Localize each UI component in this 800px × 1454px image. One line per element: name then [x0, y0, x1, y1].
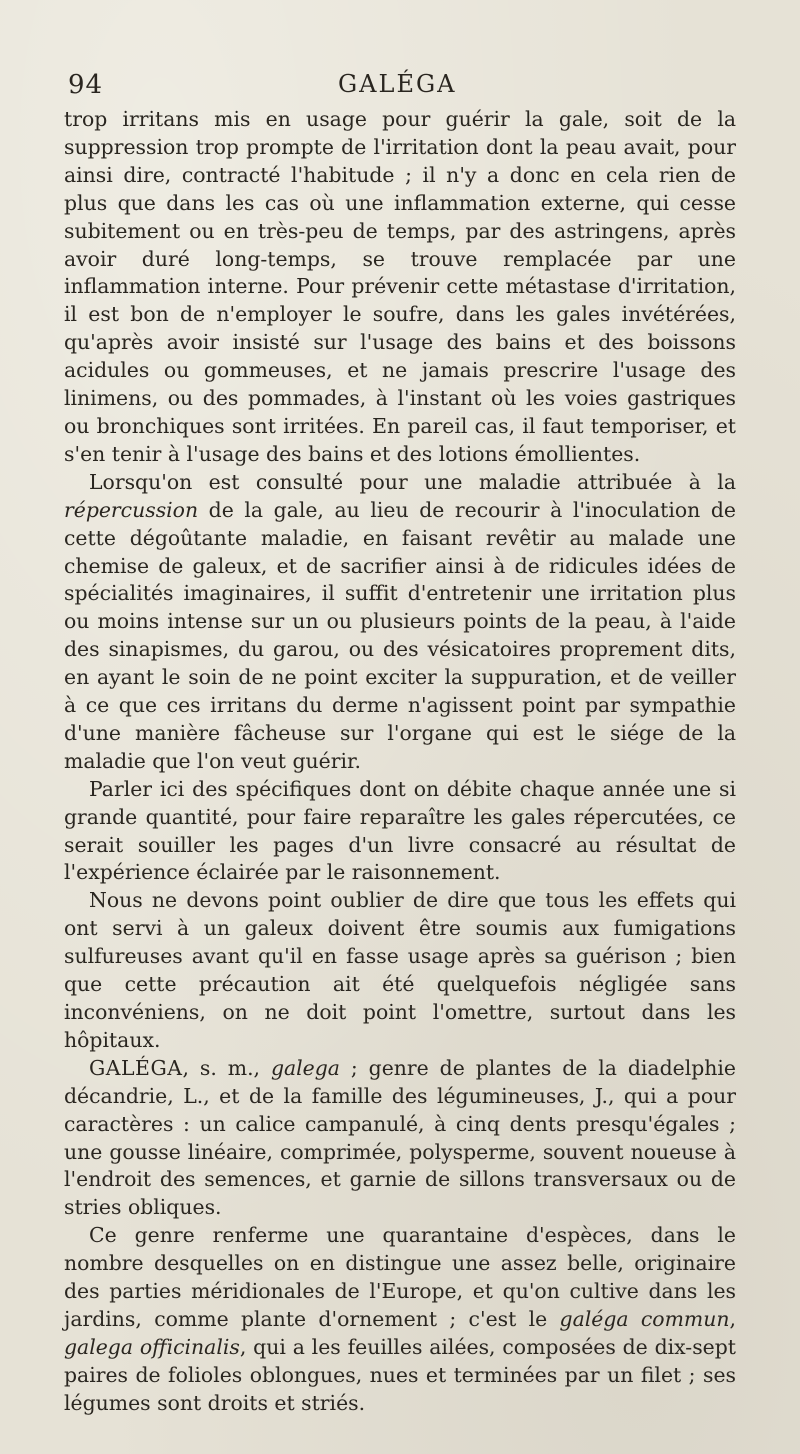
paragraph	[64, 887, 736, 1054]
entry-headword: GALÉGA	[89, 1055, 183, 1080]
text-segment: ; genre de plantes de la diadelphie décandrie, L., et de la famille des légumineuses, J., qui a pour caractères : un calice campanulé, à cinq dents presqu'égales ; une gousse linéaire, comprimée, polysperme, souvent noueuse à l'endroit des semences, et garnie de sillons transversaux ou de stries obliques.	[64, 1055, 736, 1220]
italic-term: galéga commun	[559, 1306, 730, 1331]
page-header	[68, 70, 738, 106]
italic-term: répercussion	[64, 497, 199, 522]
text-segment: Ce genre renferme une quarantaine d'espèces, dans le nombre desquelles on en distingue une assez belle, originaire des parties méridionales de l'Europe, et qu'on cultive dans les jardins, comme plante d'ornement ; c'est le	[64, 1223, 736, 1331]
text-segment: , s. m.,	[182, 1055, 271, 1080]
paragraph	[64, 1055, 736, 1222]
text-segment: ,	[729, 1306, 736, 1331]
body-text	[64, 106, 736, 1418]
italic-term: galega officinalis	[64, 1334, 240, 1359]
text-segment: Parler ici des spécifiques dont on débite chaque année une si grande quantité, pour faire reparaître les gales répercutées, ce serait souiller les pages d'un livre consacré au résultat de l'expérience éclairée par le raisonnement.	[64, 776, 736, 885]
text-segment: de la gale, au lieu de recourir à l'inoculation de cette dégoûtante maladie, en faisant revêtir au malade une chemise de galeux, et de sacrifier ainsi à de ridicules idées de spécialités imaginaires, il suffit d'entretenir une irritation plus ou moins intense sur un ou plusieurs points de la peau, à l'aide des sinapismes, du garou, ou des vésicatoires proprement dits, en ayant le soin de ne point exciter la suppuration, et de veiller à ce que ces irritans du derme n'agissent point par sympathie d'une manière fâcheuse sur l'organe qui est le siége de la maladie que l'on veut guérir.	[64, 497, 736, 773]
paragraph	[64, 106, 736, 469]
running-head: GALÉGA	[338, 70, 457, 98]
paragraph	[64, 469, 736, 776]
paragraph	[64, 1222, 736, 1417]
text-segment: Lorsqu'on est consulté pour une maladie attribuée à la	[89, 469, 736, 494]
page-number: 94	[68, 70, 104, 100]
italic-term: galega	[270, 1055, 340, 1080]
text-segment: , qui a les feuilles ailées, composées de dix-sept paires de folioles oblongues, nues et terminées par un filet ; ses légumes sont droits et striés.	[64, 1334, 736, 1415]
paragraph	[64, 776, 736, 888]
text-segment: trop irritans mis en usage pour guérir la gale, soit de la suppression trop prompte de l'irritation dont la peau avait, pour ainsi dire, contracté l'habitude ; il n'y a donc en cela rien de plus que dans les cas où une inflammation externe, qui cesse subitement ou en très-peu de temps, par des astringens, après avoir duré long-temps, se trouve remplacée par une inflammation interne. Pour prévenir cette métastase d'irritation, il est bon de n'employer le soufre, dans les gales invétérées, qu'après avoir insisté sur l'usage des bains et des boissons acidules ou gommeuses, et ne jamais prescrire l'usage des linimens, ou des pommades, à l'instant où les voies gastriques ou bronchiques sont irritées. En pareil cas, il faut temporiser, et s'en tenir à l'usage des bains et des lotions émollientes.	[64, 107, 736, 466]
text-segment: Nous ne devons point oublier de dire que tous les effets qui ont servi à un galeux doivent être soumis aux fumigations sulfureuses avant qu'il en fasse usage après sa guérison ; bien que cette précaution ait été quelquefois négligée sans inconvéniens, on ne doit point l'omettre, surtout dans les hôpitaux.	[64, 888, 736, 1052]
